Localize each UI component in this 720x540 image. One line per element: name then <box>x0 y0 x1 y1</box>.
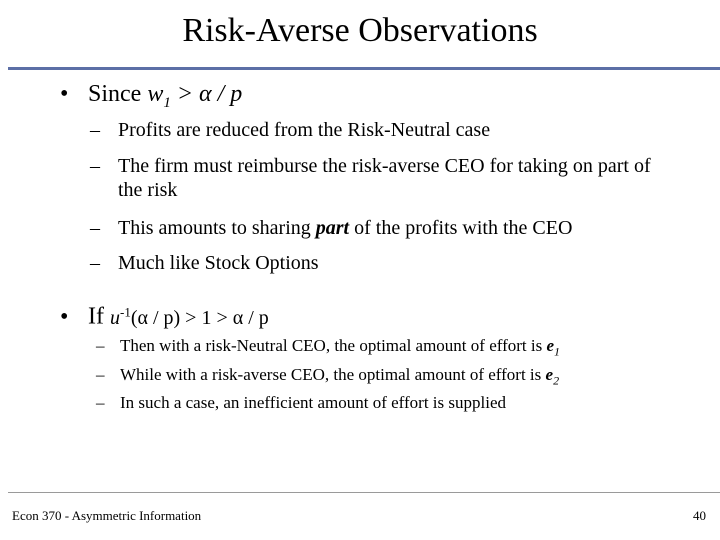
dash-marker: – <box>90 252 100 274</box>
subitem-text: While with a risk-averse CEO, the optimal amount of effort is <box>120 365 546 384</box>
footer-divider <box>8 492 720 493</box>
subitem-text: In such a case, an inefficient amount of effort is supplied <box>120 393 507 412</box>
subitem-text: Profits are reduced from the Risk-Neutral case <box>118 119 491 141</box>
subitem-inefficient <box>96 392 506 414</box>
bullet-if <box>60 298 269 332</box>
subitem-text: This amounts to sharing part of the profits with the CEO <box>118 217 573 239</box>
dash-marker: – <box>90 217 100 239</box>
subitem-text: The firm must reimburse the risk-averse CEO for taking on part of the risk <box>118 155 651 201</box>
bullet-rest: (α / p) > 1 > α / p <box>130 306 269 329</box>
var-u-sup: -1 <box>119 304 131 319</box>
emph-part: part <box>315 217 350 239</box>
subitem-risk-neutral-effort <box>96 335 560 362</box>
var-e-sub: 1 <box>554 344 561 359</box>
bullet-marker: • <box>60 81 69 107</box>
bullet-lead: If <box>88 303 110 330</box>
subitem-text: Much like Stock Options <box>118 252 319 274</box>
bullet-rest: > α / p <box>170 81 243 107</box>
dash-marker: – <box>90 155 100 177</box>
var-e: e <box>546 336 555 355</box>
var-e-sub: 2 <box>553 373 560 388</box>
bullet-lead: Since <box>88 81 148 107</box>
var-u: u <box>109 306 120 329</box>
subitem-text: Then with a risk-Neutral CEO, the optimal amount of effort is <box>120 336 547 355</box>
dash-marker: – <box>90 119 100 141</box>
slide-title: Risk-Averse Observations <box>182 12 538 49</box>
footer-course: Econ 370 - Asymmetric Information <box>12 508 202 523</box>
var-e: e <box>545 365 554 384</box>
title-divider <box>8 67 720 70</box>
dash-marker: – <box>96 393 105 412</box>
dash-marker: – <box>96 365 105 384</box>
page-number: 40 <box>693 508 706 523</box>
dash-marker: – <box>96 336 105 355</box>
var-w: w <box>147 81 164 107</box>
bullet-marker: • <box>60 303 69 330</box>
subitem-risk-averse-effort <box>96 364 559 391</box>
bullet-since <box>60 80 242 117</box>
var-w-sub: 1 <box>163 94 171 111</box>
